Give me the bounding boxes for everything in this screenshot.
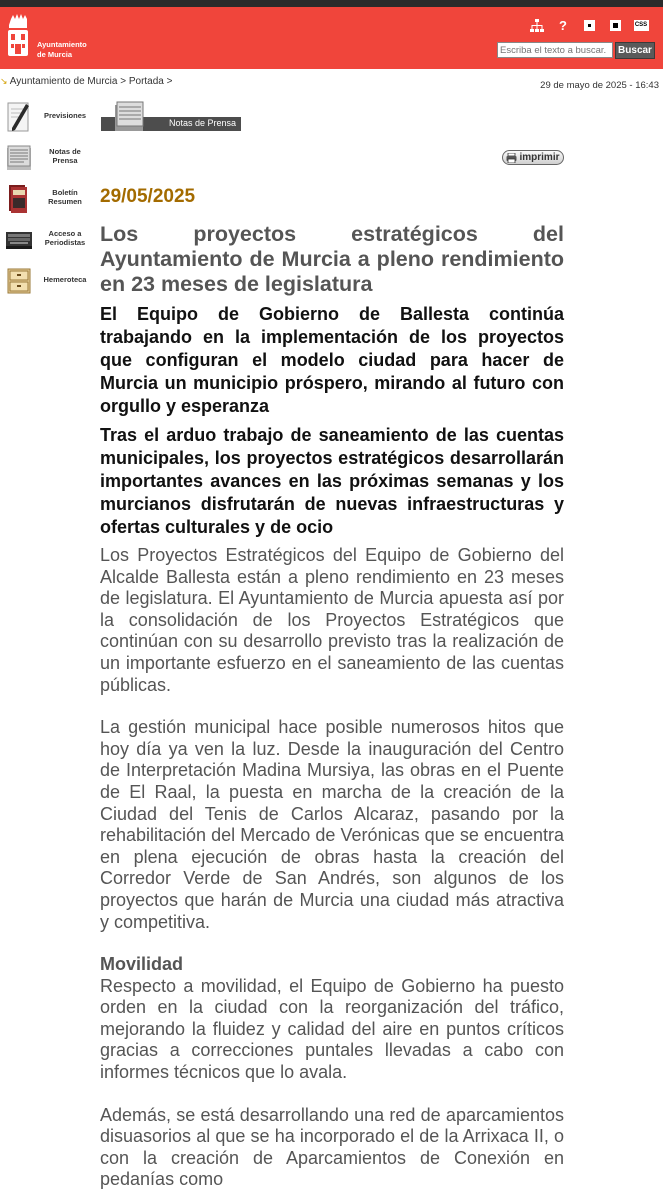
newspaper-icon (6, 142, 32, 174)
breadcrumb-separator: > (117, 76, 129, 87)
org-name[interactable] (37, 40, 87, 60)
pen-icon (6, 101, 32, 133)
article-paragraph: Respecto a movilidad, el Equipo de Gobierno ha puesto orden en la ciudad con la reorganización del tráfico, mejorando la fluidez y calidad del aire en puntos críticos gracias a correcciones puntales llevadas a cabo con informes técnicos que lo avala. (100, 975, 564, 1083)
sidebar-item-label: Notas de Prensa (49, 147, 81, 165)
print-button-label: imprimir (519, 152, 560, 163)
bulletin-icon (6, 183, 32, 215)
header-tools (524, 17, 654, 33)
archive-icon (6, 265, 32, 297)
article-paragraph: La gestión municipal hace posible numerosos hitos que hoy día ya ven la luz. Desde la inauguración del Centro de Interpretación Madina Mursiya, las obras en el Puente de El Raal, la puesta en marcha de la creación de la Ciudad del Tenis de Carlos Alcaraz, pasando por la rehabilitación del Mercado de Verónicas que se encuentra en plena ejecución de obras hasta la creación del Corredor Verde de San Andrés, son algunos de los proyectos que harán de Murcia una ciudad más atractiva y competitiva. (100, 717, 564, 932)
coat-of-arms-logo[interactable] (6, 11, 30, 65)
sidebar-item-boletin-resumen[interactable] (0, 180, 96, 221)
top-dark-strip (0, 0, 663, 7)
sitemap-icon[interactable] (524, 17, 550, 33)
org-name-line1: Ayuntamiento (37, 40, 87, 49)
section-banner (101, 99, 241, 135)
breadcrumb-home-link[interactable]: Ayuntamiento de Murcia (9, 76, 118, 87)
small-text-icon[interactable] (576, 17, 602, 33)
sidebar-item-label: Previsiones (43, 111, 87, 120)
breadcrumb-arrow-icon: ↘ (0, 76, 8, 86)
sidebar-item-notas-de-prensa[interactable] (0, 139, 96, 180)
article-date: 29/05/2025 (100, 186, 196, 207)
breadcrumb (0, 76, 173, 87)
printer-icon (506, 153, 517, 163)
site-header (0, 7, 663, 69)
css-toggle-icon[interactable] (628, 17, 654, 33)
sidebar-item-hemeroteca[interactable] (0, 262, 96, 303)
article-paragraph: Además, se está desarrollando una red de aparcamientos disuasorios al que se ha incorporado el de la Arrixaca II, o con la creación de Aparcamientos de Conexión en pedanías como (100, 1104, 564, 1190)
sidebar-item-label: Hemeroteca (43, 275, 87, 284)
article-title: Los proyectos estratégicos del Ayuntamiento de Murcia a pleno rendimiento en 23 meses de legislatura (100, 222, 564, 296)
newspaper-stack-icon (113, 99, 145, 133)
sidebar-item-label: Acceso a Periodistas (44, 229, 86, 247)
article-subtitle: Tras el arduo trabajo de saneamiento de las cuentas municipales, los proyectos estratégicos desarrollarán importantes avances en las próximas semanas y los murcianos disfrutarán de nuevas infraestructuras y ofertas culturales y de ocio (100, 425, 564, 537)
sidebar-item-previsiones[interactable] (0, 98, 96, 139)
search-input[interactable] (497, 42, 613, 58)
article (100, 180, 564, 1191)
org-name-line2: de Murcia (37, 50, 73, 59)
css-label: CSS (634, 20, 649, 31)
breadcrumb-separator: > (163, 76, 173, 87)
article-paragraph: Los Proyectos Estratégicos del Equipo de Gobierno del Alcalde Ballesta están a pleno rendimiento en 23 meses de legislatura. El Ayuntamiento de Murcia apuesta así por la consolidación de los Proyectos Estratégicos que continúan con su desarrollo previsto tras la realización de un importante esfuerzo en el saneamiento de las cuentas públicas. (100, 545, 564, 695)
article-subtitle: El Equipo de Gobierno de Ballesta continúa trabajando en la implementación de los proyectos que configuran el modelo ciudad para hacer de Murcia un municipio próspero, mirando al futuro con orgullo y esperanza (100, 304, 564, 416)
sidebar-nav (0, 98, 96, 303)
search-button[interactable]: Buscar (615, 42, 655, 59)
print-button[interactable] (502, 150, 564, 165)
sidebar-item-label: Boletín Resumen (48, 188, 82, 206)
sidebar-item-acceso-periodistas[interactable] (0, 221, 96, 262)
keyboard-icon (6, 224, 32, 256)
current-datetime: 29 de mayo de 2025 - 16:43 (540, 80, 659, 91)
breadcrumb-portada-link[interactable]: Portada (128, 76, 164, 87)
section-banner-label: Notas de Prensa (169, 118, 237, 128)
help-icon[interactable]: ? (559, 17, 567, 33)
large-text-icon[interactable] (602, 17, 628, 33)
article-section-heading: Movilidad (100, 954, 184, 975)
